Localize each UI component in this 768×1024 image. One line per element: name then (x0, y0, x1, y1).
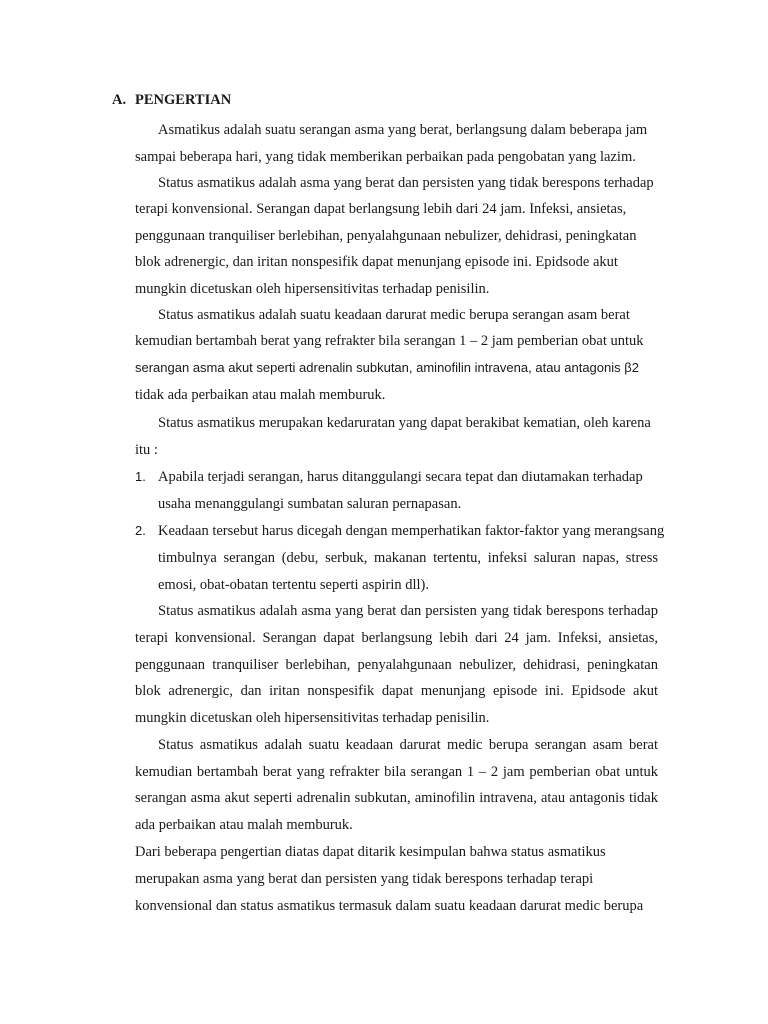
list-item-line: timbulnya serangan (debu, serbuk, makanan tertentu, infeksi saluran napas, stress (158, 550, 658, 566)
text-line: konvensional dan status asmatikus termasuk dalam suatu keadaan darurat medic berupa (135, 898, 644, 914)
list-item-line: Apabila terjadi serangan, harus ditanggulangi secara tepat dan diutamakan terhadap (158, 469, 643, 485)
text-line: tidak ada perbaikan atau malah memburuk. (135, 387, 386, 403)
text-line: kemudian bertambah berat yang refrakter bila serangan 1 – 2 jam pemberian obat untuk (135, 764, 658, 780)
text-line: sampai beberapa hari, yang tidak memberikan perbaikan pada pengobatan yang lazim. (135, 149, 636, 165)
text-line: merupakan asma yang berat dan persisten yang tidak berespons terhadap terapi (135, 871, 594, 887)
text-line: penggunaan tranquiliser berlebihan, penyalahgunaan nebulizer, dehidrasi, peningkatan (135, 228, 637, 244)
list-marker: 2. (135, 523, 146, 538)
text-line: itu : (135, 442, 158, 458)
list-item-line: Keadaan tersebut harus dicegah dengan memperhatikan faktor-faktor yang merangsang (158, 523, 665, 539)
text-line: Status asmatikus adalah asma yang berat dan persisten yang tidak berespons terhadap (158, 175, 654, 191)
text-line: blok adrenergic, dan iritan nonspesifik dapat menunjang episode ini. Epidsode akut (135, 254, 618, 270)
text-line: mungkin dicetuskan oleh hipersensitivitas terhadap penisilin. (135, 281, 490, 297)
text-line: Status asmatikus adalah suatu keadaan darurat medic berupa serangan asam berat (158, 307, 630, 323)
text-line: Status asmatikus merupakan kedaruratan yang dapat berakibat kematian, oleh karena (158, 415, 651, 431)
text-line: penggunaan tranquiliser berlebihan, penyalahgunaan nebulizer, dehidrasi, peningkatan (135, 657, 658, 673)
list-marker: 1. (135, 469, 146, 484)
section-heading (112, 90, 231, 110)
text-line: mungkin dicetuskan oleh hipersensitivitas terhadap penisilin. (135, 710, 490, 726)
section-title: PENGERTIAN (135, 92, 232, 108)
text-line: blok adrenergic, dan iritan nonspesifik dapat menunjang episode ini. Epidsode akut (135, 683, 658, 699)
text-line: Status asmatikus adalah asma yang berat dan persisten yang tidak berespons terhadap (158, 603, 658, 619)
list-item-line: usaha menanggulangi sumbatan saluran pernapasan. (158, 496, 462, 512)
list-item-line: emosi, obat-obatan tertentu seperti aspirin dll). (158, 577, 429, 593)
section-number: A. (112, 92, 127, 108)
text-line: terapi konvensional. Serangan dapat berlangsung lebih dari 24 jam. Infeksi, ansietas, (135, 630, 658, 646)
text-line: terapi konvensional. Serangan dapat berlangsung lebih dari 24 jam. Infeksi, ansietas, (135, 201, 627, 217)
text-line: serangan asma akut seperti adrenalin subkutan, aminofilin intravena, atau antagonis β2 (135, 360, 639, 375)
text-line: Dari beberapa pengertian diatas dapat ditarik kesimpulan bahwa status asmatikus (135, 844, 606, 860)
text-line: kemudian bertambah berat yang refrakter bila serangan 1 – 2 jam pemberian obat untuk (135, 333, 644, 349)
text-line: ada perbaikan atau malah memburuk. (135, 817, 353, 833)
text-line: Status asmatikus adalah suatu keadaan darurat medic berupa serangan asam berat (158, 737, 658, 753)
text-line: Asmatikus adalah suatu serangan asma yang berat, berlangsung dalam beberapa jam (158, 122, 648, 138)
text-line: serangan asma akut seperti adrenalin subkutan, aminofilin intravena, atau antagonis tidak (135, 790, 658, 806)
